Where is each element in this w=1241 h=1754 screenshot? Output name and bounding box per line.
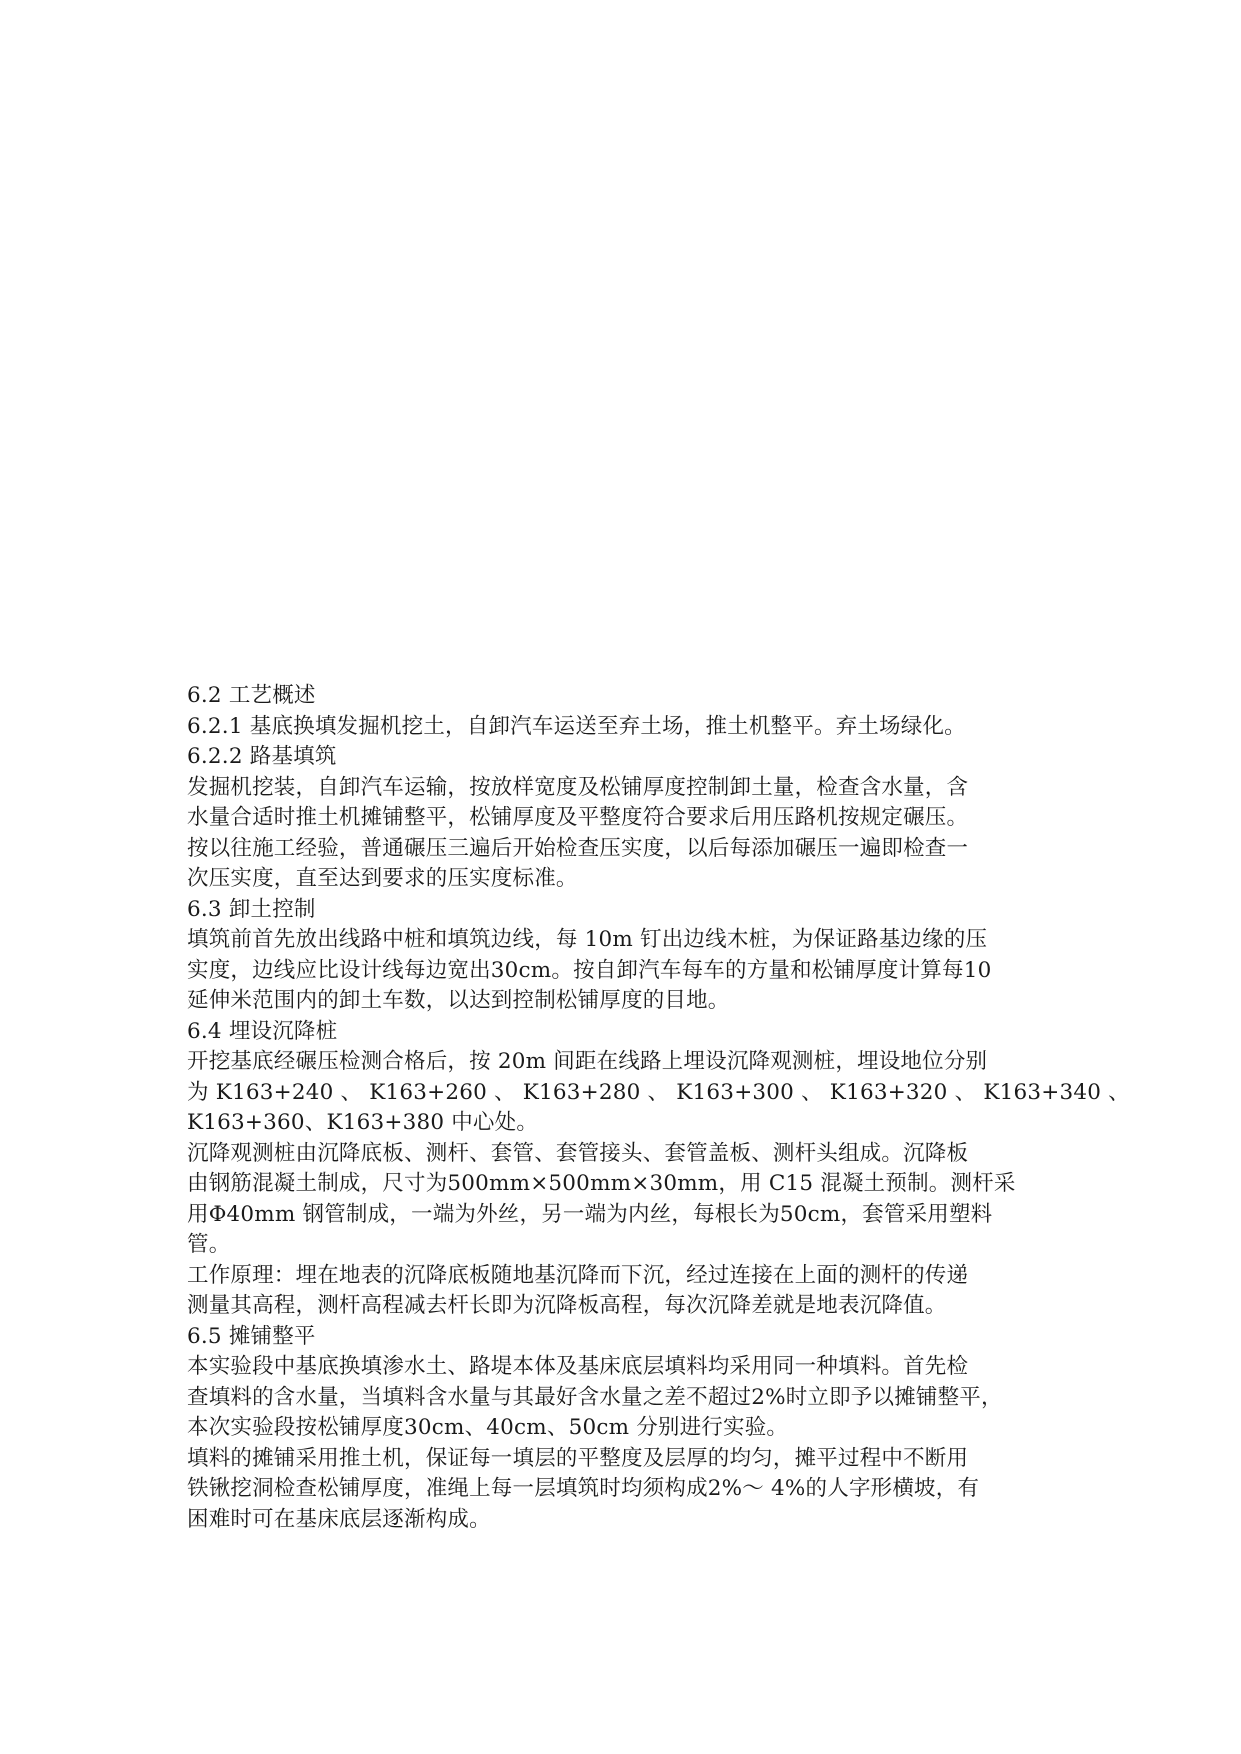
- paragraph-line: 本次实验段按松铺厚度30cm、40cm、50cm 分别进行实验。: [187, 1415, 789, 1440]
- paragraph-line: 延伸米范围内的卸土车数，以达到控制松铺厚度的目地。: [187, 988, 730, 1013]
- paragraph-line: K163+360、K163+380 中心处。: [187, 1110, 539, 1135]
- paragraph-line: 本实验段中基底换填渗水土、路堤本体及基床底层填料均采用同一种填料。首先检: [187, 1354, 969, 1379]
- subsection-heading-6-2-2: 6.2.2 路基填筑: [187, 744, 337, 769]
- paragraph-line: 铁锹挖洞检查松铺厚度，准绳上每一层填筑时均须构成2%～ 4%的人字形横坡，有: [187, 1476, 980, 1501]
- paragraph-line: 用Φ40mm 钢管制成，一端为外丝，另一端为内丝，每根长为50cm，套管采用塑料: [187, 1201, 993, 1227]
- paragraph-line: 按以往施工经验，普通碾压三遍后开始检查压实度，以后每添加碾压一遍即检查一: [187, 835, 969, 861]
- paragraph-line: 困难时可在基床底层逐渐构成。: [187, 1506, 491, 1532]
- document-body: [187, 681, 1130, 1535]
- paragraph-line: 次压实度，直至达到要求的压实度标准。: [187, 866, 578, 891]
- paragraph-line: 工作原理：埋在地表的沉降底板随地基沉降而下沉，经过连接在上面的测杆的传递: [187, 1262, 969, 1288]
- paragraph-line: 测量其高程，测杆高程减去杆长即为沉降板高程，每次沉降差就是地表沉降值。: [187, 1293, 947, 1318]
- paragraph-line: 管。: [187, 1232, 231, 1257]
- paragraph-line: 实度，边线应比设计线每边宽出30cm。按自卸汽车每车的方量和松铺厚度计算每10: [187, 957, 992, 983]
- paragraph-line: 沉降观测桩由沉降底板、测杆、套管、套管接头、套管盖板、测杆头组成。沉降板: [187, 1140, 969, 1166]
- paragraph-line: 6.2.1 基底换填发掘机挖土，自卸汽车运送至弃土场，推土机整平。弃土场绿化。: [187, 713, 966, 739]
- paragraph-line: 发掘机挖装，自卸汽车运输，按放样宽度及松铺厚度控制卸土量，检查含水量，含: [187, 774, 969, 800]
- paragraph-line: 填料的摊铺采用推土机，保证每一填层的平整度及层厚的均匀，摊平过程中不断用: [187, 1445, 969, 1471]
- section-heading-6-2: 6.2 工艺概述: [187, 683, 316, 708]
- section-heading-6-5: 6.5 摊铺整平: [187, 1323, 316, 1349]
- section-heading-6-3: 6.3 卸土控制: [187, 896, 316, 922]
- paragraph-line: 查填料的含水量，当填料含水量与其最好含水量之差不超过2%时立即予以摊铺整平，: [187, 1384, 1003, 1410]
- paragraph-line: 为 K163+240 、 K163+260 、 K163+280 、 K163+300 、 K163+320 、 K163+340 、: [187, 1079, 1130, 1105]
- paragraph-line: 由钢筋混凝土制成，尺寸为500mm×500mm×30mm，用 C15 混凝土预制。测杆采: [187, 1171, 1016, 1196]
- paragraph-line: 水量合适时推土机摊铺整平，松铺厚度及平整度符合要求后用压路机按规定碾压。: [187, 805, 969, 830]
- paragraph-line: 开挖基底经碾压检测合格后，按 20m 间距在线路上埋设沉降观测桩，埋设地位分别: [187, 1049, 988, 1074]
- paragraph-line: 填筑前首先放出线路中桩和填筑边线，每 10m 钉出边线木桩，为保证路基边缘的压: [187, 927, 988, 952]
- section-heading-6-4: 6.4 埋设沉降桩: [187, 1018, 338, 1044]
